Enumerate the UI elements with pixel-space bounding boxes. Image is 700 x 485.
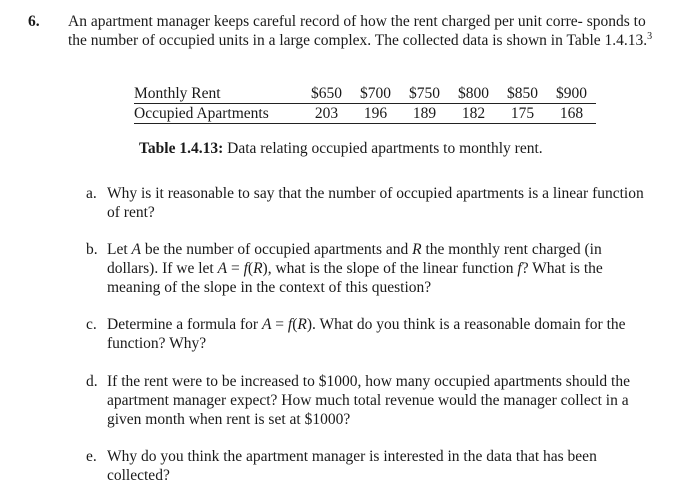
- part-a: [86, 184, 646, 222]
- table-row-monthly-rent: [134, 84, 596, 104]
- math-var: R: [412, 241, 422, 258]
- rent-cell: $750: [400, 84, 449, 104]
- row-label-monthly-rent: Monthly Rent: [134, 84, 302, 104]
- problem-intro-text: An apartment manager keeps careful record of how the rent charged per unit corre- sponds to the number of occupied units in a large complex. The collected data is shown in Table 1.4.13.: [68, 13, 648, 49]
- part-text: Determine a formula for A = f(R). What do you think is a reasonable domain for the function? Why?: [107, 316, 626, 352]
- part-letter: d.: [86, 373, 98, 390]
- math-var: f: [287, 316, 293, 333]
- table-caption: [139, 140, 543, 158]
- table-caption-label: Table 1.4.13:: [139, 140, 224, 157]
- math-var: f: [243, 260, 248, 277]
- occupied-cell: 196: [351, 104, 400, 124]
- row-label-occupied-apartments: Occupied Apartments: [134, 104, 302, 124]
- part-text: Why do you think the apartment manager is interested in the data that has been collected?: [107, 448, 597, 484]
- part-text: Let A be the number of occupied apartments and R the monthly rent charged (in dollars). If we let A = f(R), what is the slope of the linear function f? What is the meaning of the slope in the context of this question?: [107, 241, 603, 296]
- math-var: A: [261, 316, 272, 333]
- part-text: If the rent were to be increased to $1000, how many occupied apartments should the apartment manager expect? How much total revenue would the manager collect in a given month when rent is set at $1000?: [107, 373, 630, 428]
- table-caption-text: Data relating occupied apartments to monthly rent.: [223, 140, 543, 157]
- part-letter: b.: [86, 241, 98, 258]
- math-var: R: [297, 316, 307, 333]
- question-parts: [86, 184, 646, 485]
- problem-number: 6.: [28, 13, 40, 30]
- part-c: [86, 315, 646, 353]
- footnote-marker: 3: [647, 30, 653, 42]
- occupied-cell: 189: [400, 104, 449, 124]
- part-text: Why is it reasonable to say that the number of occupied apartments is a linear function of rent?: [107, 185, 644, 221]
- math-var: A: [217, 260, 228, 277]
- part-d: [86, 372, 646, 429]
- occupied-cell: 168: [547, 104, 596, 124]
- part-letter: c.: [86, 316, 97, 333]
- occupied-cell: 175: [498, 104, 547, 124]
- math-var: f: [517, 260, 522, 277]
- rent-cell: $800: [449, 84, 498, 104]
- table-row-occupied: [134, 104, 596, 124]
- rent-cell: $900: [547, 84, 596, 104]
- rent-cell: $850: [498, 84, 547, 104]
- rent-occupancy-table: [134, 84, 596, 124]
- problem-intro: [68, 12, 668, 50]
- part-b: [86, 240, 646, 297]
- occupied-cell: 182: [449, 104, 498, 124]
- math-var: A: [131, 241, 141, 258]
- part-letter: e.: [86, 448, 97, 465]
- math-var: R: [253, 260, 263, 277]
- occupied-cell: 203: [302, 104, 351, 124]
- rent-cell: $700: [351, 84, 400, 104]
- part-letter: a.: [86, 185, 97, 202]
- rent-cell: $650: [302, 84, 351, 104]
- part-e: [86, 447, 646, 485]
